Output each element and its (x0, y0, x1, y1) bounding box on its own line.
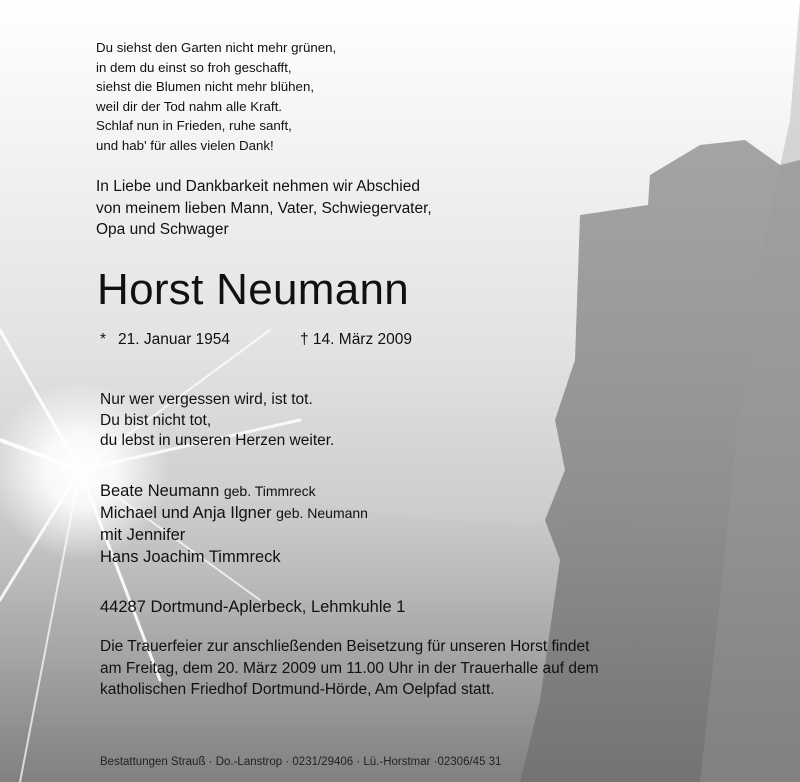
farewell-line: Opa und Schwager (96, 221, 229, 238)
farewell-text (96, 176, 432, 241)
poem-line: weil dir der Tod nahm alle Kraft. (96, 98, 283, 114)
poem-line: Schlaf nun in Frieden, ruhe sanft, (96, 118, 292, 133)
deceased-name: Horst Neumann (97, 265, 410, 314)
service-line: katholischen Friedhof Dortmund-Hörde, Am Oelpfad statt. (100, 681, 495, 698)
service-line: am Freitag, dem 20. März 2009 um 11.00 Uhr in der Trauerhalle auf dem (100, 659, 599, 677)
mourner (100, 546, 368, 568)
motto-line: du lebst in unseren Herzen weiter. (100, 432, 335, 449)
mourner (100, 480, 368, 502)
mourner-note: geb. Neumann (276, 505, 368, 521)
birth-date: 21. Januar 1954 (118, 331, 231, 348)
mourners-list (100, 480, 368, 568)
poem (96, 38, 336, 155)
life-dates (100, 330, 413, 350)
service-notice (100, 636, 599, 701)
mourner (100, 502, 368, 524)
motto (100, 390, 334, 452)
mourner-name: Hans Joachim Timmreck (100, 548, 281, 566)
mourner-name: Beate Neumann (100, 482, 220, 500)
service-line: Die Trauerfeier zur anschließenden Beisetzung für unseren Horst findet (100, 638, 590, 655)
mourner-name: Michael und Anja Ilgner (100, 504, 272, 522)
motto-line: Nur wer vergessen wird, ist tot. (100, 391, 313, 408)
birth-star-icon: * (100, 331, 107, 348)
poem-line: und hab' für alles vielen Dank! (96, 137, 274, 153)
mourner (100, 524, 368, 546)
poem-line: siehst die Blumen nicht mehr blühen, (96, 79, 315, 94)
death-date: † 14. März 2009 (300, 331, 413, 348)
poem-line: in dem du einst so froh geschafft, (96, 59, 292, 75)
funeral-home-footer: Bestattungen Strauß · Do.-Lanstrop · 0231/29406 · Lü.-Horstmar ·02306/45 31 (100, 756, 502, 768)
poem-line: Du siehst den Garten nicht mehr grünen, (96, 40, 337, 55)
farewell-line: von meinem lieben Mann, Vater, Schwiegervater, (96, 199, 432, 217)
motto-line: Du bist nicht tot, (100, 411, 212, 429)
address: 44287 Dortmund-Aplerbeck, Lehmkuhle 1 (100, 598, 406, 616)
mourner-name: mit Jennifer (100, 526, 186, 544)
farewell-line: In Liebe und Dankbarkeit nehmen wir Abschied (96, 178, 420, 195)
mourner-note: geb. Timmreck (223, 483, 316, 499)
